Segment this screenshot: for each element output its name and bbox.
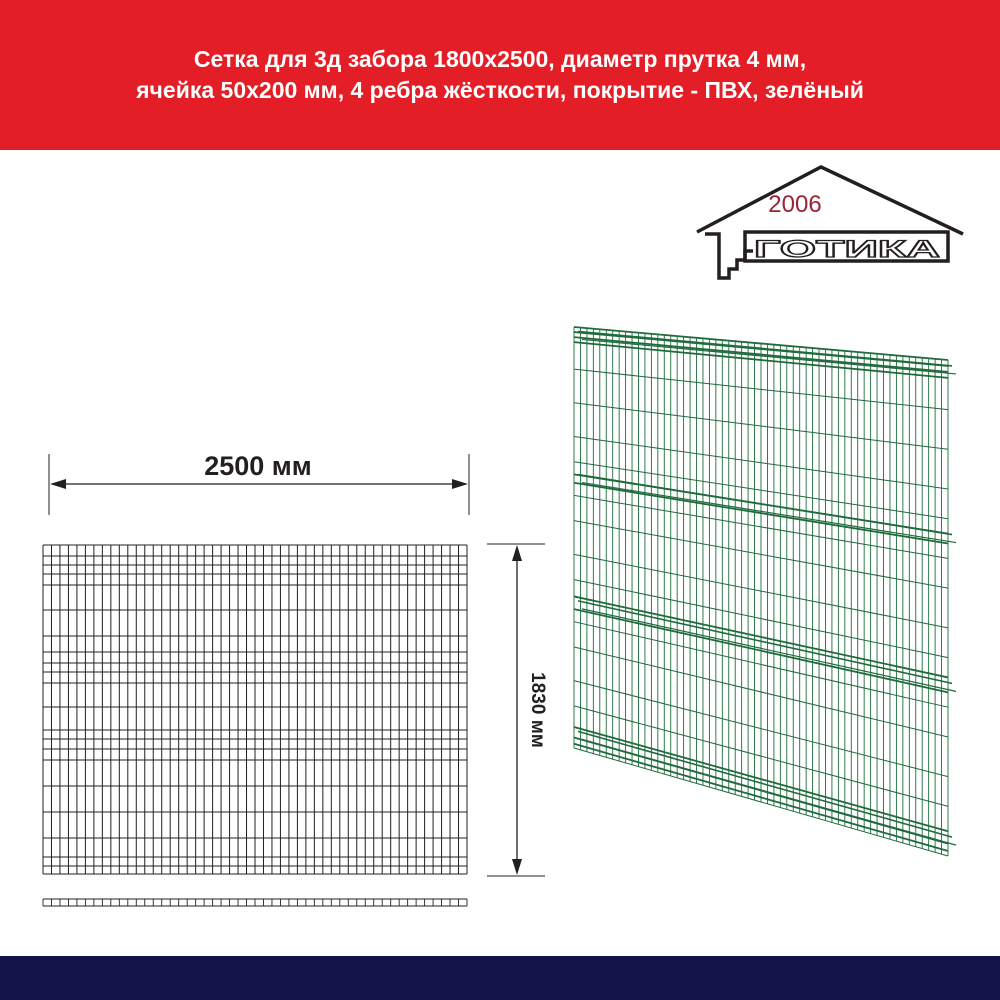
front-view-mesh-icon bbox=[43, 545, 467, 874]
product-drawing bbox=[0, 150, 1000, 956]
footer-bar bbox=[0, 956, 1000, 1000]
3d-fence-panel-icon bbox=[574, 327, 956, 856]
height-label: 1830 мм bbox=[527, 672, 548, 748]
title-banner bbox=[0, 0, 1000, 150]
title-line-2: ячейка 50х200 мм, 4 ребра жёсткости, покрытие - ПВХ, зелёный bbox=[136, 77, 864, 103]
top-view-mesh-icon bbox=[43, 899, 467, 906]
logo-year: 2006 bbox=[768, 191, 822, 218]
title-line-1: Сетка для 3д забора 1800х2500, диаметр прутка 4 мм, bbox=[193, 46, 807, 72]
logo-name: ГОТИКА bbox=[754, 236, 940, 263]
company-logo bbox=[697, 167, 963, 278]
width-label: 2500 мм bbox=[204, 451, 312, 481]
